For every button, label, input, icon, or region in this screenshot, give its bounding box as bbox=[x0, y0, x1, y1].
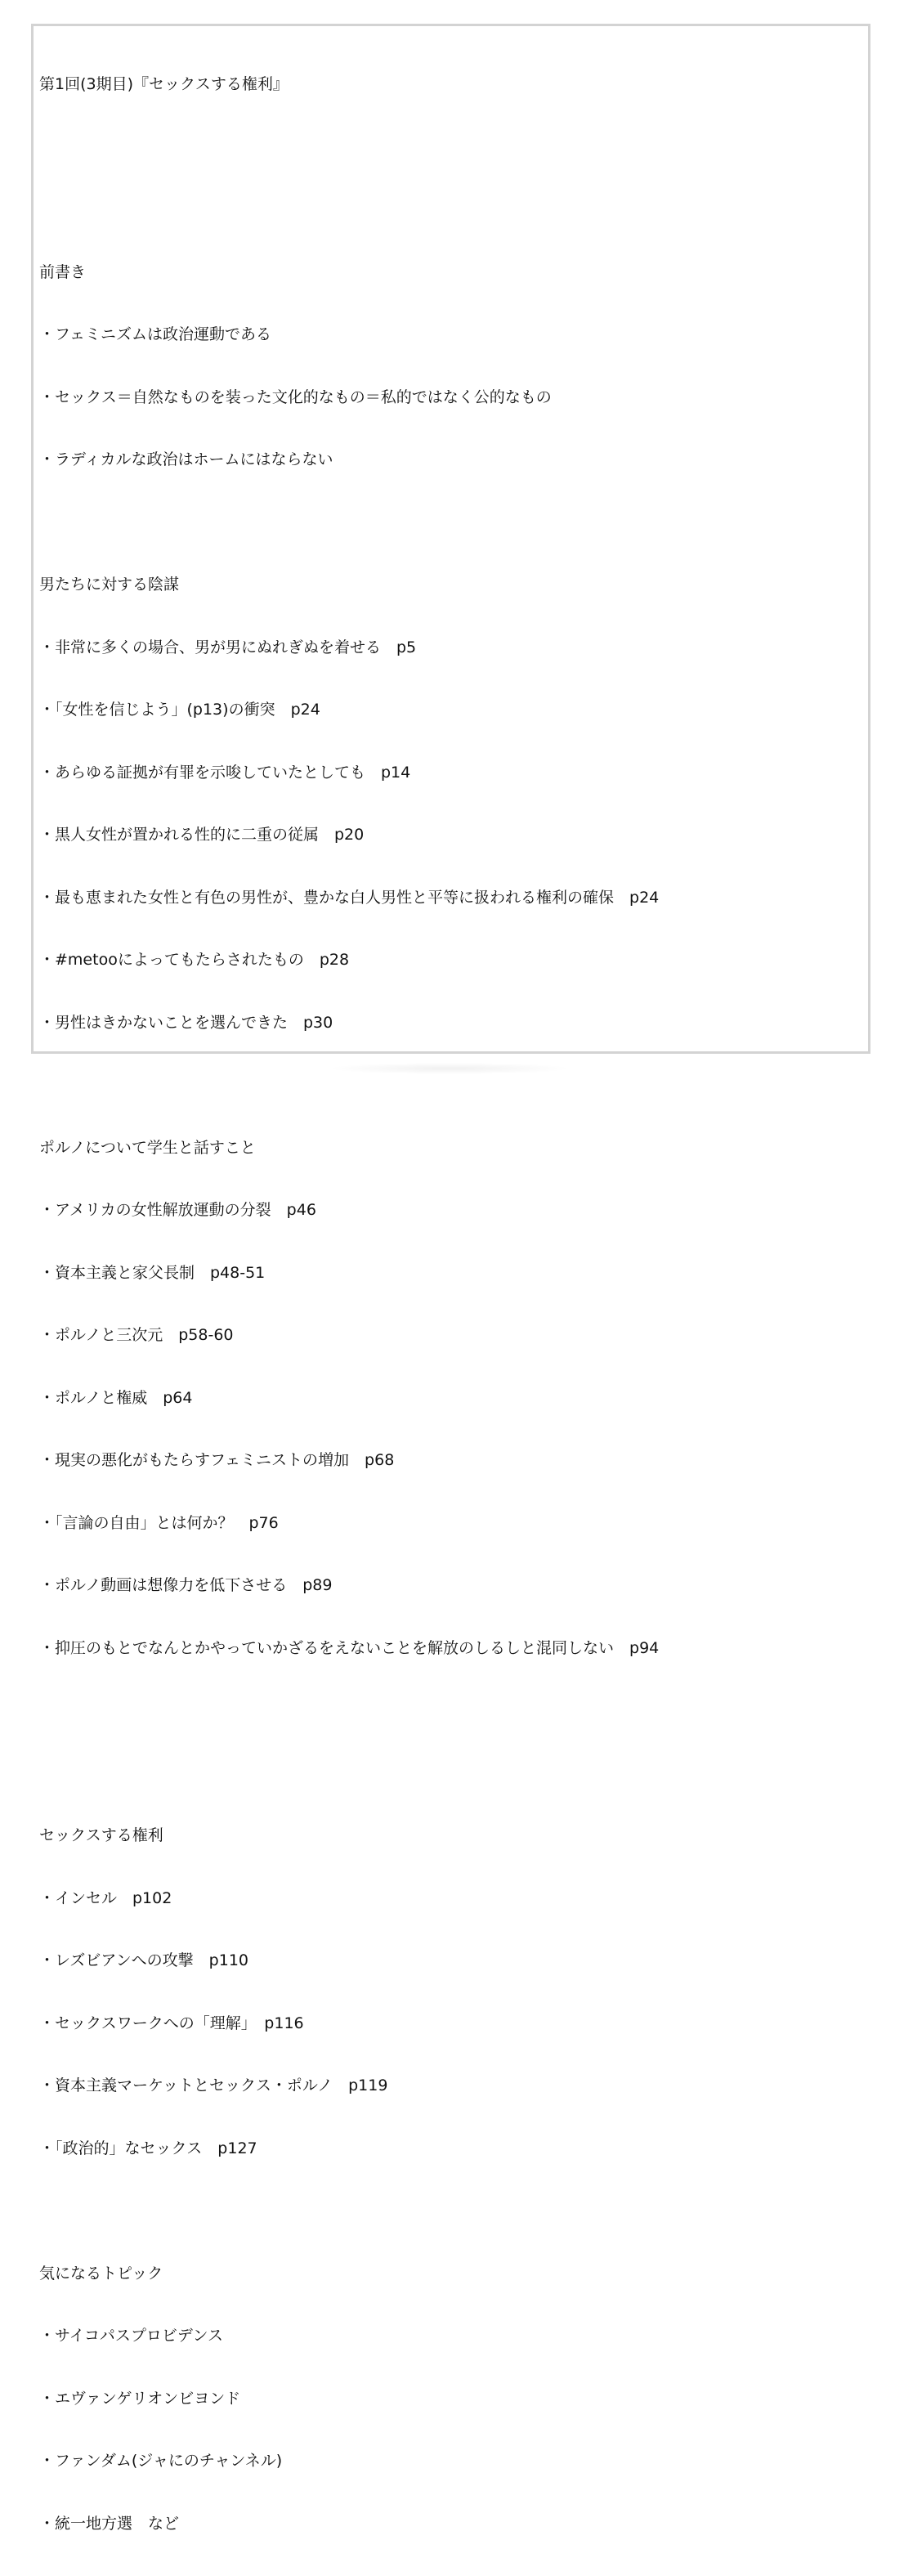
section-heading-preface: 前書き bbox=[39, 262, 87, 281]
list-item: ・ラディカルな政治はホームにはならない bbox=[39, 450, 333, 468]
document-title: 第1回(3期目)『セックスする権利』 bbox=[39, 75, 289, 93]
list-item: ・ポルノ動画は想像力を低下させる p89 bbox=[39, 1576, 333, 1594]
list-item: ・ポルノと権威 p64 bbox=[39, 1388, 193, 1407]
document-frame[interactable] bbox=[31, 24, 870, 2533]
list-item: ・あらゆる証拠が有罪を示唆していたとしても p14 bbox=[39, 763, 411, 782]
section-heading-topics: 気になるトピック bbox=[39, 2264, 163, 2283]
list-item: ・抑圧のもとでなんとかやっていかざるをえないことを解放のしるしと混同しない p94 bbox=[39, 1638, 660, 1657]
list-item: ・インセル p102 bbox=[39, 1888, 172, 1907]
list-item: ・「政治的」なセックス p127 bbox=[39, 2139, 257, 2157]
list-item: ・セックス＝自然なものを装った文化的なもの＝私的ではなく公的なもの bbox=[39, 388, 552, 406]
list-item: ・「言論の自由」とは何か？ p76 bbox=[39, 1513, 279, 1532]
document-text-area[interactable] bbox=[39, 33, 861, 2576]
blank-line bbox=[39, 1700, 861, 1722]
list-item: ・セックスワークへの「理解」 p116 bbox=[39, 2014, 304, 2032]
list-item: ・資本主義マーケットとセックス・ポルノ p119 bbox=[39, 2076, 388, 2094]
list-item: ・最も恵まれた女性と有色の男性が、豊かな白人男性と平等に扱われる権利の確保 p24 bbox=[39, 888, 660, 907]
blank-line bbox=[39, 1075, 861, 1096]
list-item: ・黒人女性が置かれる性的に二重の従属 p20 bbox=[39, 826, 365, 844]
list-item: ・現実の悪化がもたらすフェミニストの増加 p68 bbox=[39, 1451, 395, 1469]
blank-line bbox=[39, 137, 861, 159]
list-item: ・エヴァンゲリオンビヨンド bbox=[39, 2389, 241, 2408]
list-item: ・#metooによってもたらされたもの p28 bbox=[39, 951, 350, 969]
list-item: ・非常に多くの場合、男が男にぬれぎぬを着せる p5 bbox=[39, 638, 417, 656]
list-item: ・フェミニズムは政治運動である bbox=[39, 325, 272, 343]
blank-line bbox=[39, 513, 861, 534]
list-item: ・サイコパスプロビデンス bbox=[39, 2327, 223, 2345]
list-item: ・「女性を信じよう」(p13)の衝突 p24 bbox=[39, 701, 320, 719]
list-item: ・ポルノと三次元 p58-60 bbox=[39, 1326, 234, 1344]
blank-line bbox=[39, 199, 861, 221]
bottom-shadow bbox=[327, 1063, 572, 1074]
list-item: ・男性はきかないことを選んできた p30 bbox=[39, 1013, 333, 1032]
blank-line bbox=[39, 1763, 861, 1785]
list-item: ・レズビアンへの攻撃 p110 bbox=[39, 1951, 248, 1969]
section-heading-conspiracy: 男たちに対する陰謀 bbox=[39, 576, 180, 594]
section-heading-porn: ポルノについて学生と話すこと bbox=[39, 1138, 256, 1157]
list-item: ・アメリカの女性解放運動の分裂 p46 bbox=[39, 1201, 316, 1219]
section-heading-right-to-sex: セックスする権利 bbox=[39, 1826, 163, 1844]
list-item: ・ファンダム(ジャにのチャンネル) bbox=[39, 2452, 283, 2470]
blank-line bbox=[39, 2201, 861, 2222]
list-item: ・資本主義と家父長制 p48-51 bbox=[39, 1263, 266, 1282]
list-item: ・統一地方選 など bbox=[39, 2514, 180, 2533]
